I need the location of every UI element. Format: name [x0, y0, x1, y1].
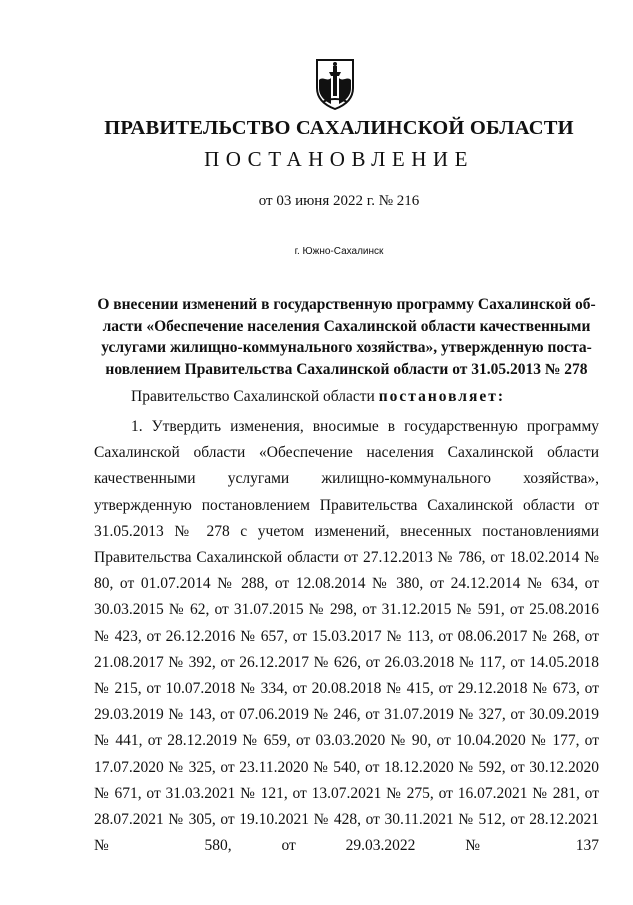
- subject-line: О внесении изменений в государственную программу Сахалинской об-: [97, 296, 596, 313]
- subject-line: ласти «Обеспечение населения Сахалинской области качественными: [102, 317, 591, 335]
- preamble: [131, 388, 505, 406]
- document-type: ПОСТАНОВЛЕНИЕ: [204, 147, 474, 171]
- document-city: г. Южно-Сахалинск: [294, 246, 384, 257]
- document-subject: [94, 294, 599, 381]
- coat-of-arms-icon: [315, 58, 355, 110]
- document-date-number: от 03 июня 2022 г. № 216: [258, 193, 420, 209]
- paragraph-1: 1. Утвердить изменения, вносимые в государственную программу Сахалинской области «Обеспечение населения Сахалинской области качественными услугами жилищно-коммунального хозяйства», утвержденную постановлением Правительства Сахалинской области от 31.05.2013 № 278 с учетом изменений, внесенных постановлениями Правительства Сахалинской области от 27.12.2013 № 786, от 18.02.2014 № 80, от 01.07.2014 № 288, от 12.08.2014 № 380, от 24.12.2014 № 634, от 30.03.2015 № 62, от 31.07.2015 № 298, от 31.12.2015 № 591, от 25.08.2016 № 423, от 26.12.2016 № 657, от 15.03.2017 № 113, от 08.06.2017 № 268, от 21.08.2017 № 392, от 26.12.2017 № 626, от 26.03.2018 № 117, от 14.05.2018 № 215, от 10.07.2018 № 334, от 20.08.2018 № 415, от 29.12.2018 № 673, от 29.03.2019 № 143, от 07.06.2019 № 246, от 31.07.2019 № 327, от 30.09.2019 № 441, от 28.12.2019 № 659, от 03.03.2020 № 90, от 10.04.2020 № 177, от 17.07.2020 № 325, от 23.11.2020 № 540, от 18.12.2020 № 592, от 30.12.2020 № 671, от 31.03.2021 № 121, от 13.07.2021 № 275, от 16.07.2021 № 281, от 28.07.2021 № 305, от 19.10.2021 № 428, от 30.11.2021 № 512, от 28.12.2021 № 580, от 29.03.2022 № 137: [94, 418, 599, 855]
- preamble-text: Правительство Сахалинской области: [131, 388, 379, 405]
- subject-line: новлением Правительства Сахалинской области от 31.05.2013 № 278: [105, 361, 588, 379]
- government-title: ПРАВИТЕЛЬСТВО САХАЛИНСКОЙ ОБЛАСТИ: [104, 117, 574, 139]
- preamble-emphasis: постановляет:: [378, 388, 506, 405]
- subject-line: услугами жилищно-коммунального хозяйства», утвержденную поста-: [101, 339, 592, 357]
- document-body: [94, 414, 599, 859]
